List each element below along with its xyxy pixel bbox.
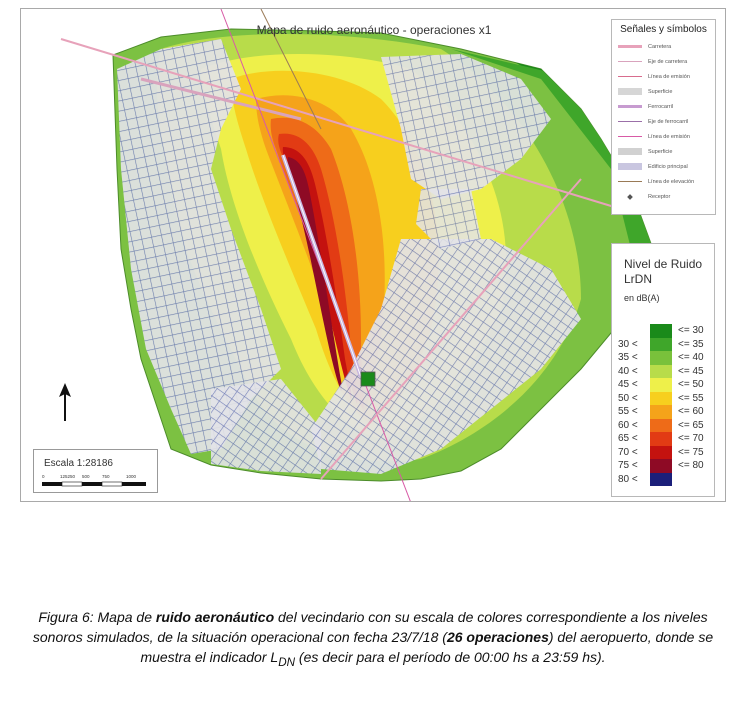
scale-label: Escala 1:28186 xyxy=(44,458,113,469)
legend-label: Eje de carretera xyxy=(648,58,688,65)
legend-row xyxy=(618,174,709,189)
noise-band-swatch xyxy=(650,365,672,379)
legend-row xyxy=(618,84,709,99)
caption-part2: del vecindario con su escala de colores correspondiente a los niveles sonoros simulados, de la situación operacional con fecha 23/7/18 ( xyxy=(32,609,708,645)
noise-band-upper-label: <= 65 xyxy=(678,419,704,431)
noise-band-lower-label: 35 < xyxy=(618,352,638,363)
noise-band-swatch xyxy=(650,405,672,419)
symbols-legend-list xyxy=(618,39,709,204)
receptor-marker xyxy=(361,372,375,386)
legend-label: Eje de ferrocarril xyxy=(648,118,689,125)
noise-band-lower-label: 30 < xyxy=(618,338,638,350)
noise-band-lower-label: 40 < xyxy=(618,365,638,377)
legend-symbol-icon xyxy=(618,121,642,122)
noise-legend-title-line2: LrDN xyxy=(624,272,653,286)
scale-tick-label: 500 xyxy=(82,474,90,479)
noise-band-swatch xyxy=(650,324,672,338)
legend-label: Superficie xyxy=(648,148,673,155)
legend-row xyxy=(618,54,709,69)
symbols-legend-title: Señales y símbolos xyxy=(620,24,707,35)
noise-band-upper-label: <= 45 xyxy=(678,365,704,377)
noise-band-lower-label: 75 < xyxy=(618,460,638,471)
legend-symbol-icon xyxy=(618,88,642,95)
legend-row xyxy=(618,69,709,84)
noise-band-swatch xyxy=(650,338,672,352)
symbols-legend xyxy=(611,19,716,215)
noise-band-swatch xyxy=(650,473,672,487)
noise-band-swatch xyxy=(650,351,672,365)
legend-symbol-icon xyxy=(618,181,642,182)
legend-label: Línea de elevación xyxy=(648,178,695,185)
scale-tick-label: 1000 xyxy=(126,474,137,479)
caption-bold-term: ruido aeronáutico xyxy=(155,609,275,625)
caption-part1: Figura 6: Mapa de xyxy=(38,609,156,625)
noise-band-upper-label: <= 40 xyxy=(678,352,704,363)
noise-legend-title-line1: Nivel de Ruido xyxy=(624,257,703,271)
legend-row xyxy=(618,144,709,159)
noise-band-swatch xyxy=(650,446,672,460)
map-title: Mapa de ruido aeronáutico - operaciones x1 xyxy=(256,23,492,37)
caption-subscript: DN xyxy=(278,655,296,669)
legend-symbol-icon xyxy=(618,163,642,170)
noise-band-lower-label: 60 < xyxy=(618,419,638,431)
legend-symbol-icon xyxy=(618,194,642,200)
noise-band-swatch xyxy=(650,378,672,392)
caption-part3: ) del aeropuerto, donde se muestra el indicador L xyxy=(140,629,714,665)
legend-row xyxy=(618,159,709,174)
noise-band-lower-label: 50 < xyxy=(618,392,638,404)
scale-tick-label: 750 xyxy=(102,474,110,479)
noise-band-upper-label: <= 55 xyxy=(678,392,704,404)
noise-band-lower-label: 70 < xyxy=(618,446,638,458)
legend-label: Edificio principal xyxy=(648,163,688,170)
caption-part4: (es decir para el período de 00:00 hs a 23:59 hs). xyxy=(295,649,606,665)
figure-caption xyxy=(22,607,724,673)
noise-band-lower-label: 55 < xyxy=(618,406,638,417)
north-arrow-icon xyxy=(55,383,75,423)
legend-label: Línea de emisión xyxy=(648,133,690,140)
caption-bold-operations: 26 operaciones xyxy=(446,629,549,645)
scale-tick-label: 0 xyxy=(42,474,45,479)
legend-symbol-icon xyxy=(618,76,642,77)
noise-band-lower-label: 80 < xyxy=(618,473,638,485)
legend-symbol-icon xyxy=(618,148,642,155)
noise-legend-unit: en dB(A) xyxy=(624,293,660,303)
noise-band-swatch xyxy=(650,432,672,446)
noise-band-swatch xyxy=(650,392,672,406)
legend-symbol-icon xyxy=(618,105,642,108)
noise-band-lower-label: 45 < xyxy=(618,379,638,390)
legend-label: Ferrocarril xyxy=(648,103,674,110)
legend-symbol-icon xyxy=(618,45,642,48)
legend-label: Línea de emisión xyxy=(648,73,690,80)
noise-band-upper-label: <= 75 xyxy=(678,446,704,458)
legend-label: Superficie xyxy=(648,88,673,95)
noise-band-upper-label: <= 70 xyxy=(678,433,704,444)
scale-bar xyxy=(33,449,158,493)
noise-band-lower-label: 65 < xyxy=(618,433,638,444)
legend-row xyxy=(618,114,709,129)
legend-row xyxy=(618,99,709,114)
noise-band-upper-label: <= 30 xyxy=(678,325,704,336)
noise-band-upper-label: <= 60 xyxy=(678,406,704,417)
noise-band-swatch xyxy=(650,459,672,473)
noise-map xyxy=(20,8,726,502)
noise-band-upper-label: <= 35 xyxy=(678,338,704,350)
noise-band-upper-label: <= 50 xyxy=(678,379,704,390)
legend-label: Receptor xyxy=(648,193,671,200)
legend-row xyxy=(618,129,709,144)
noise-band-upper-label: <= 80 xyxy=(678,460,704,471)
noise-legend-title xyxy=(624,257,702,287)
legend-row xyxy=(618,39,709,54)
scale-tick-label: 125250 xyxy=(60,474,76,479)
noise-band-swatch xyxy=(650,419,672,433)
legend-label: Carretera xyxy=(648,43,672,50)
noise-level-legend xyxy=(611,243,715,497)
legend-symbol-icon xyxy=(618,61,642,62)
legend-symbol-icon xyxy=(618,136,642,137)
scale-bar-graphic xyxy=(34,474,159,494)
legend-row xyxy=(618,189,709,204)
